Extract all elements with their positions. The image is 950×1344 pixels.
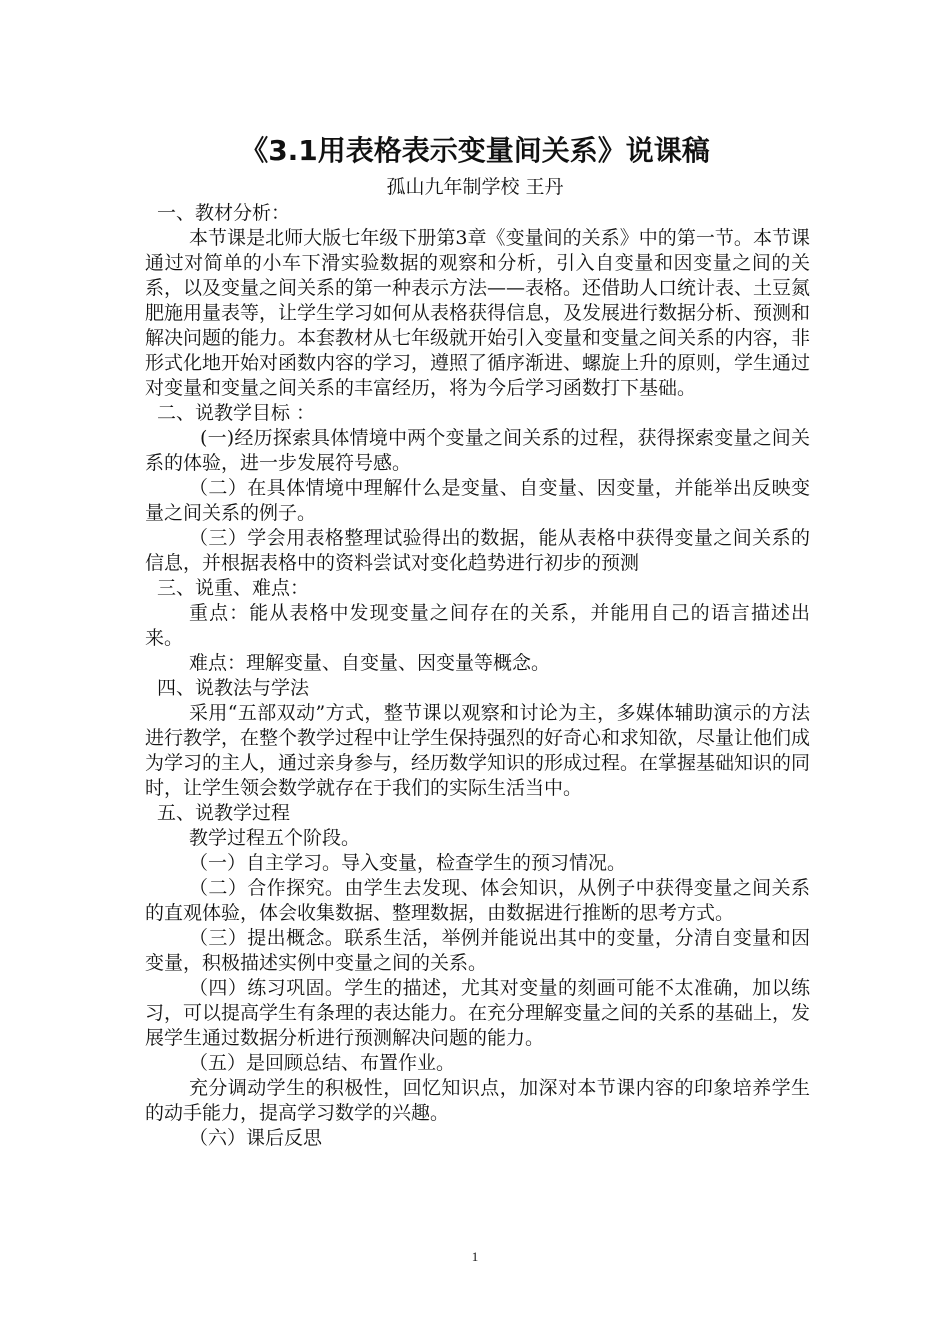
paragraph: 采用“五部双动”方式，整节课以观察和讨论为主，多媒体辅助演示的方法进行教学，在整个教学过程中让学生保持强烈的好奇心和求知欲，尽量让他们成为学习的主人，通过亲身参与，经历数学知识的形成过程。在掌握基础知识的同时，让学生领会数学就存在于我们的实际生活当中。 bbox=[145, 702, 811, 799]
paragraph: 充分调动学生的积极性，回忆知识点，加深对本节课内容的印象培养学生的动手能力，提高学习数学的兴趣。 bbox=[145, 1077, 810, 1124]
paragraph: （三）提出概念。联系生活，举例并能说出其中的变量，分清自变量和因变量，积极描述实例中变量之间的关系。 bbox=[145, 927, 810, 974]
author-line: 孤山九年制学校 王丹 bbox=[386, 176, 564, 198]
paragraph: 难点：理解变量、自变量、因变量等概念。 bbox=[189, 652, 551, 674]
section-heading: 二、说教学目标 ： bbox=[157, 402, 316, 424]
paragraph: (一)经历探索具体情境中两个变量之间关系的过程，获得探索变量之间关系的体验，进一步发展符号感。 bbox=[145, 427, 810, 474]
section-heading: 一、教材分析： bbox=[157, 202, 291, 224]
page-number: 1 bbox=[471, 1249, 479, 1264]
paragraph: （四）练习巩固。学生的描述，尤其对变量的刻画可能不太准确，加以练习，可以提高学生有条理的表达能力。在充分理解变量之间的关系的基础上，发展学生通过数据分析进行预测解决问题的能力。 bbox=[145, 977, 811, 1049]
paragraph: 教学过程五个阶段。 bbox=[189, 827, 361, 849]
page-title: 《3.1用表格表示变量间关系》说课稿 bbox=[240, 134, 710, 167]
section-heading: 五、说教学过程 bbox=[157, 802, 291, 824]
section-heading: 四、说教法与学法 bbox=[157, 677, 310, 699]
paragraph: （二）合作探究。由学生去发现、体会知识，从例子中获得变量之间关系的直观体验，体会收集数据、整理数据，由数据进行推断的思考方式。 bbox=[145, 877, 810, 924]
paragraph: （六）课后反思 bbox=[189, 1127, 323, 1149]
paragraph: 重点：能从表格中发现变量之间存在的关系，并能用自己的语言描述出来。 bbox=[145, 602, 810, 649]
document-body bbox=[145, 201, 810, 1151]
paragraph: （三）学会用表格整理试验得出的数据，能从表格中获得变量之间关系的信息，并根据表格中的资料尝试对变化趋势进行初步的预测 bbox=[145, 527, 810, 574]
section-heading: 三、说重、难点： bbox=[157, 577, 310, 599]
paragraph: （一）自主学习。导入变量，检查学生的预习情况。 bbox=[189, 852, 627, 874]
paragraph: （五）是回顾总结、布置作业。 bbox=[189, 1052, 456, 1074]
paragraph: （二）在具体情境中理解什么是变量、自变量、因变量，并能举出反映变量之间关系的例子。 bbox=[145, 477, 810, 524]
paragraph: 本节课是北师大版七年级下册第3章《变量间的关系》中的第一节。本节课通过对简单的小车下滑实验数据的观察和分析，引入自变量和因变量之间的关系，以及变量之间关系的第一种表示方法——表格。还借助人口统计表、土豆氮肥施用量表等，让学生学习如何从表格获得信息，及发展进行数据分析、预测和解决问题的能力。本套教材从七年级就开始引入变量和变量之间关系的内容，非形式化地开始对函数内容的学习，遵照了循序渐进、螺旋上升的原则，学生通过对变量和变量之间关系的丰富经历，将为今后学习函数打下基础。 bbox=[145, 227, 811, 399]
